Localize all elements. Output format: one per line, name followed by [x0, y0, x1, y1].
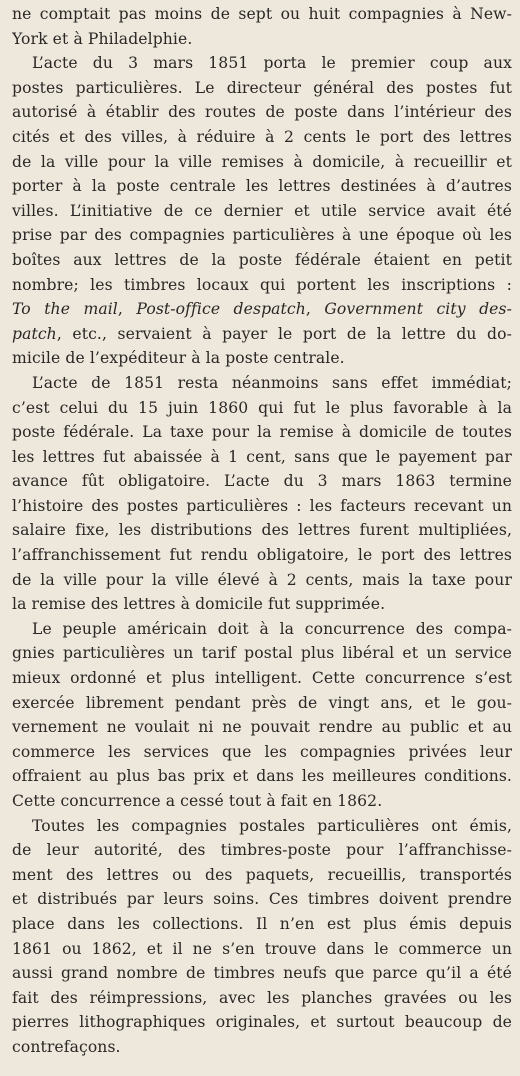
text-line: vernement ne voulait ni ne pouvait rendre au public et au: [12, 718, 512, 737]
text-line: Le peuple américain doit à la concurrence des compa-: [32, 619, 512, 638]
text-line: place dans les collections. Il n’en est plus émis depuis: [12, 914, 512, 933]
text-line: York et à Philadelphie.: [12, 29, 193, 48]
text-line: Cette concurrence a cessé tout à fait en 1862.: [12, 792, 383, 810]
text-line: To the mail, Post-office despatch, Government city des-: [12, 300, 512, 319]
text-line: et distribués par leurs soins. Ces timbres doivent prendre: [12, 890, 512, 909]
text-line: ment des lettres ou des paquets, recueillis, transportés: [12, 865, 512, 884]
text-line: de la ville pour la ville remises à domicile, à recueillir et: [12, 152, 512, 171]
text-line: prise par des compagnies particulières à une époque où les: [12, 226, 512, 245]
paragraph-1: [12, 2, 512, 51]
text-line: patch, etc., servaient à payer le port de la lettre du do-: [12, 324, 512, 343]
text-line: ne comptait pas moins de sept ou huit compagnies à New-: [12, 5, 512, 23]
text-line: L’acte du 3 mars 1851 porta le premier coup aux: [32, 54, 512, 73]
text-line: c’est celui du 15 juin 1860 qui fut le plus favorable à la: [12, 398, 512, 417]
text-line: pierres lithographiques originales, et surtout beaucoup de: [12, 1013, 512, 1032]
text-line: commerce les services que les compagnies privées leur: [12, 742, 512, 761]
text-line: exercée librement pendant près de vingt ans, et le gou-: [12, 693, 512, 712]
text-line: contrefaçons.: [12, 1037, 121, 1056]
text-line: autorisé à établir des routes de poste dans l’intérieur des: [12, 103, 512, 122]
text-line: postes particulières. Le directeur général des postes fut: [12, 78, 512, 97]
text-line: l’affranchissement fut rendu obligatoire, le port des lettres: [12, 546, 512, 565]
text-line: nombre; les timbres locaux qui portent les inscriptions :: [12, 275, 512, 294]
text-line: gnies particulières un tarif postal plus libéral et un service: [12, 644, 512, 663]
text-line: offraient au plus bas prix et dans les meilleures conditions.: [12, 767, 512, 786]
text-line: salaire fixe, les distributions des lettres furent multipliées,: [12, 521, 512, 540]
paragraph-2: [12, 51, 512, 371]
text-line: aussi grand nombre de timbres neufs que parce qu’il a été: [12, 964, 512, 983]
text-line: les lettres fut abaissée à 1 cent, sans que le payement par: [12, 447, 512, 466]
text-line: Toutes les compagnies postales particulières ont émis,: [32, 816, 512, 835]
text-line: boîtes aux lettres de la poste fédérale étaient en petit: [12, 250, 512, 269]
text-line: mieux ordonné et plus intelligent. Cette concurrence s’est: [12, 669, 512, 688]
paragraph-3: [12, 371, 512, 617]
text-line: poste fédérale. La taxe pour la remise à domicile de toutes: [12, 423, 512, 442]
text-line: villes. L’initiative de ce dernier et utile service avait été: [12, 201, 512, 220]
text-line: L’acte de 1851 resta néanmoins sans effet immédiat;: [32, 373, 512, 392]
text-line: la remise des lettres à domicile fut supprimée.: [12, 595, 386, 614]
text-line: cités et des villes, à réduire à 2 cents le port des lettres: [12, 127, 512, 146]
text-line: porter à la poste centrale les lettres destinées à d’autres: [12, 177, 512, 196]
text-line: avance fût obligatoire. L’acte du 3 mars 1863 termine: [12, 472, 512, 491]
text-line: l’histoire des postes particulières : les facteurs recevant un: [12, 496, 512, 515]
paragraph-4: [12, 617, 512, 814]
text-line: 1861 ou 1862, et il ne s’en trouve dans le commerce un: [12, 939, 512, 958]
text-line: de leur autorité, des timbres-poste pour l’affranchisse-: [12, 841, 512, 860]
text-line: fait des réimpressions, avec les planches gravées ou les: [12, 988, 512, 1007]
body-text: [12, 2, 512, 1060]
paragraph-5: [12, 814, 512, 1060]
text-line: de la ville pour la ville élevé à 2 cents, mais la taxe pour: [12, 570, 512, 589]
text-line: micile de l’expéditeur à la poste centrale.: [12, 349, 345, 368]
